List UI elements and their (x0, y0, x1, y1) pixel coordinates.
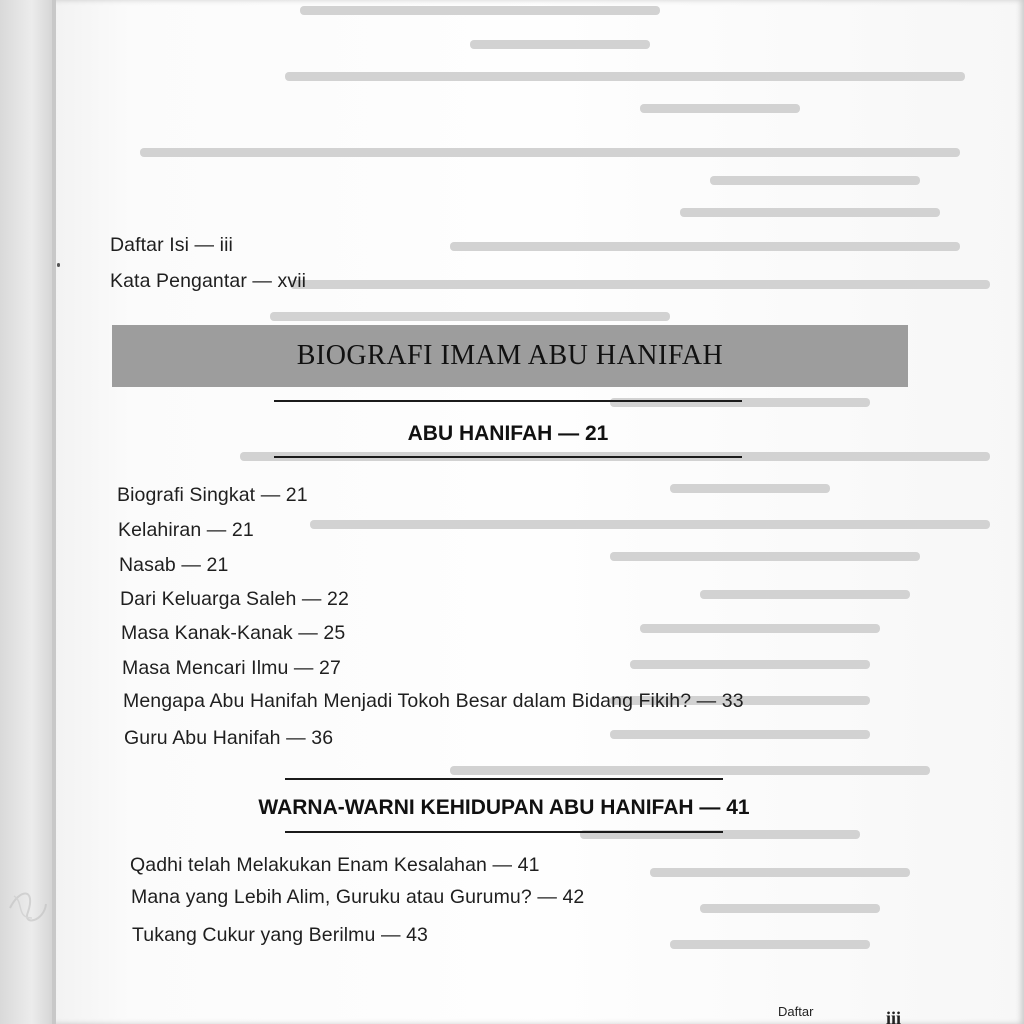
toc-entry: Masa Kanak-Kanak — 25 (121, 622, 346, 644)
page-number: iii (886, 1008, 902, 1024)
toc-entry: Masa Mencari Ilmu — 27 (122, 657, 341, 679)
paper-speck (57, 263, 60, 267)
toc-entry: Dari Keluarga Saleh — 22 (120, 588, 349, 610)
section-rule-top (285, 778, 723, 780)
section-title: WARNA-WARNI KEHIDUPAN ABU HANIFAH — 41 (258, 796, 750, 819)
part-title: BIOGRAFI IMAM ABU HANIFAH (296, 340, 724, 371)
toc-entry: Nasab — 21 (119, 554, 229, 576)
toc-entry: Biografi Singkat — 21 (117, 484, 308, 506)
toc-entry: Kelahiran — 21 (118, 519, 254, 541)
toc-entry-front-matter: Daftar Isi — iii (110, 234, 233, 256)
page-spine (52, 0, 56, 1024)
toc-entry: Mana yang Lebih Alim, Guruku atau Gurumu? — 42 (131, 886, 585, 908)
section-rule-bottom (285, 831, 723, 833)
part-banner (112, 325, 908, 387)
left-margin-background (0, 0, 58, 1024)
toc-entry: Qadhi telah Melakukan Enam Kesalahan — 41 (130, 854, 540, 876)
section-title: ABU HANIFAH — 21 (407, 422, 609, 445)
toc-entry: Guru Abu Hanifah — 36 (124, 727, 334, 749)
section-rule-bottom (274, 456, 742, 458)
section-rule-top (274, 400, 742, 402)
toc-entry-front-matter: Kata Pengantar — xvii (110, 270, 307, 292)
toc-entry: Tukang Cukur yang Berilmu — 43 (132, 924, 428, 946)
decorative-flourish-icon (6, 868, 50, 928)
toc-entry: Mengapa Abu Hanifah Menjadi Tokoh Besar dalam Bidang Fikih? — 33 (123, 690, 744, 712)
running-footer-label: Daftar (778, 1004, 814, 1019)
